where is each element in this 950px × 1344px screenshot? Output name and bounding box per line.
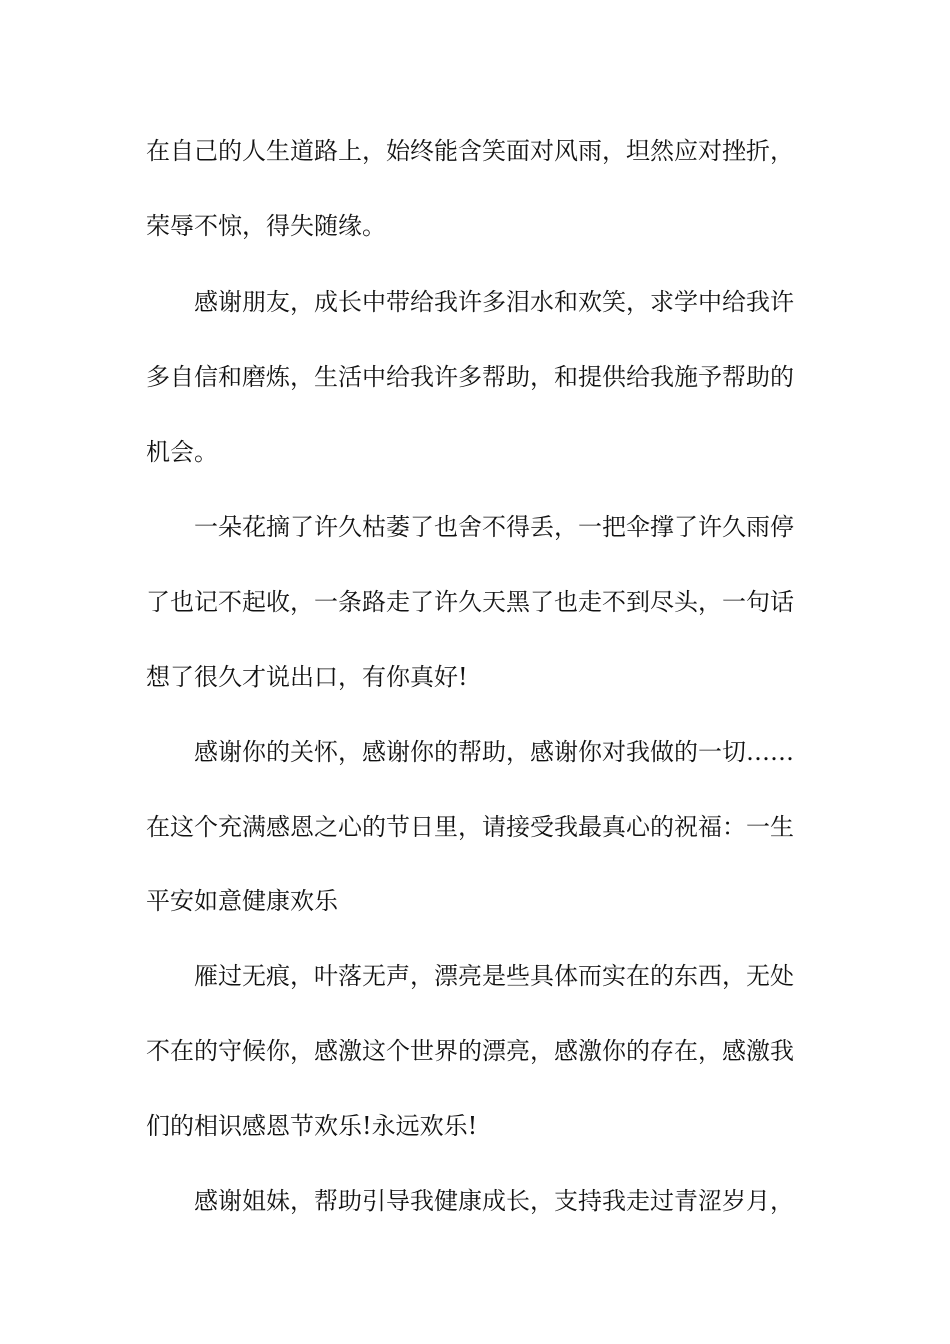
paragraph-first-line: 感谢朋友，成长中带给我许多泪水和欢笑，求学中给我许 [194, 288, 794, 316]
text-line: 想了很久才说出口，有你真好! [146, 663, 468, 691]
text-line: 在自己的人生道路上，始终能含笑面对风雨，坦然应对挫折， [146, 137, 794, 165]
text-line: 多自信和磨炼，生活中给我许多帮助，和提供给我施予帮助的 [146, 363, 794, 391]
text-line: 了也记不起收，一条路走了许久天黑了也走不到尽头，一句话 [146, 588, 794, 616]
text-line: 们的相识感恩节欢乐!永远欢乐! [146, 1112, 478, 1140]
paragraph-first-line: 一朵花摘了许久枯萎了也舍不得丢，一把伞撑了许久雨停 [194, 513, 794, 541]
text-line: 不在的守候你，感激这个世界的漂亮，感激你的存在，感激我 [146, 1037, 794, 1065]
text-line: 平安如意健康欢乐 [146, 887, 338, 915]
paragraph-first-line: 感谢你的关怀，感谢你的帮助，感谢你对我做的一切…… [194, 738, 794, 766]
text-line: 在这个充满感恩之心的节日里，请接受我最真心的祝福：一生 [146, 813, 794, 841]
paragraph-first-line: 感谢姐妹，帮助引导我健康成长，支持我走过青涩岁月， [194, 1187, 794, 1215]
text-line: 荣辱不惊，得失随缘。 [146, 212, 386, 240]
paragraph-first-line: 雁过无痕，叶落无声，漂亮是些具体而实在的东西，无处 [194, 962, 794, 990]
text-line: 机会。 [146, 438, 218, 466]
